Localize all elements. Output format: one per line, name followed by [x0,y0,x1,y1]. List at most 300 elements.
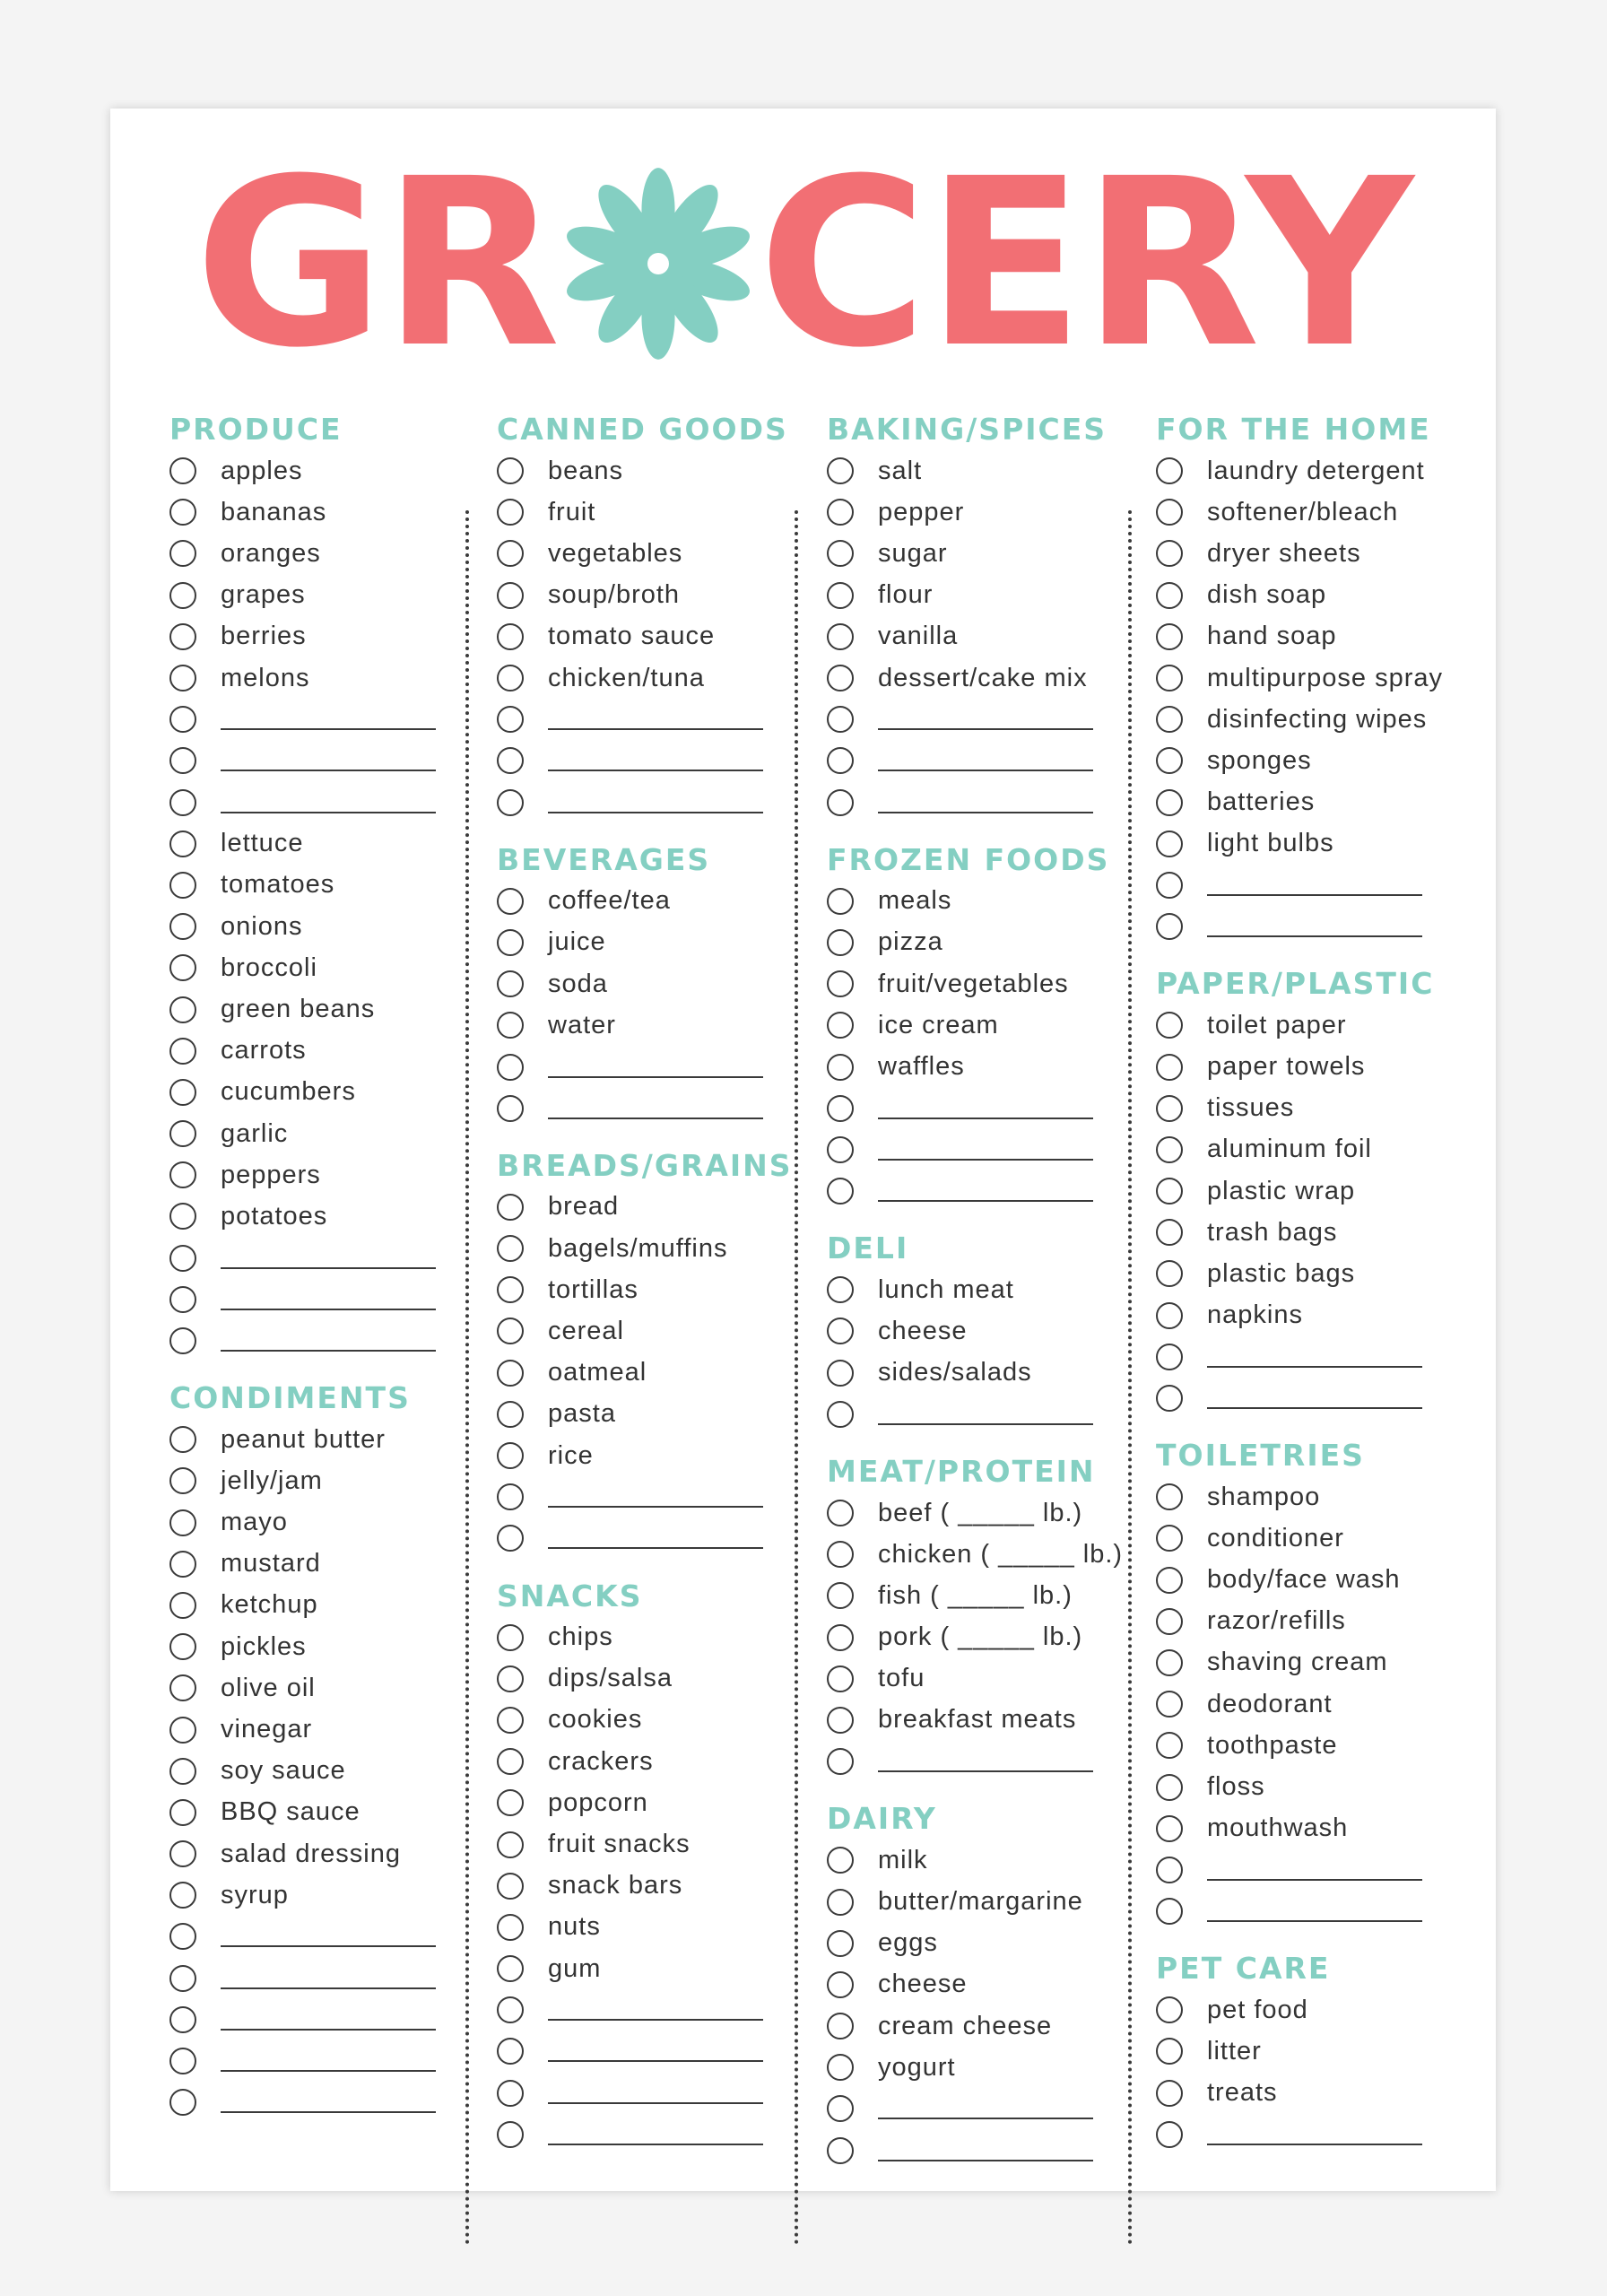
section-title-condiments: CONDIMENTS [169,1380,411,1416]
list-item [169,1502,436,1544]
checkbox-circle[interactable] [497,1194,524,1221]
list-item [827,1534,1123,1575]
checkbox-circle[interactable] [1156,1095,1183,1122]
checkbox-circle[interactable] [827,1401,854,1428]
list-item [827,1088,1123,1129]
list-item [1156,1046,1443,1087]
list-item [1156,1989,1443,2031]
checkbox-circle[interactable] [827,1318,854,1344]
checkbox-circle[interactable] [827,747,854,774]
checkbox-circle[interactable] [1156,1302,1183,1329]
checkbox-circle[interactable] [827,1748,854,1775]
checkbox-circle[interactable] [827,1707,854,1734]
checkbox-circle[interactable] [1156,1385,1183,1412]
checkbox-circle[interactable] [827,1054,854,1081]
item-label: chicken ( _____ lb.) [878,1539,1124,1569]
item-label: crackers [548,1746,654,1776]
checkbox-circle[interactable] [169,1758,196,1785]
item-label: mouthwash [1207,1813,1349,1843]
checklist [1156,1004,1443,1419]
checkbox-circle[interactable] [1156,1260,1183,1287]
list-item [1156,1808,1443,1849]
item-label: cheese [878,1970,968,1999]
blank-write-in-line[interactable] [548,1098,763,1119]
column-divider [465,510,469,2246]
item-label: lettuce [221,829,304,858]
list-item [1156,657,1443,699]
list-item [1156,2073,1443,2114]
checkbox-circle[interactable] [169,1799,196,1826]
checkbox-circle[interactable] [169,2089,196,2116]
blank-write-in-line[interactable] [1207,1346,1422,1368]
checkbox-circle[interactable] [827,1541,854,1568]
item-label: floss [1207,1772,1265,1802]
list-item [827,1269,1123,1310]
blank-write-in-line[interactable] [221,1248,436,1269]
checkbox-circle[interactable] [169,2048,196,2074]
checkbox-circle[interactable] [169,1551,196,1578]
checkbox-circle[interactable] [497,1483,524,1510]
checkbox-circle[interactable] [497,499,524,526]
checkbox-circle[interactable] [827,706,854,733]
blank-write-in-line[interactable] [221,1330,436,1352]
item-label: dips/salsa [548,1664,673,1693]
list-item [169,1999,436,2040]
checkbox-circle[interactable] [1156,2080,1183,2107]
blank-write-in-line[interactable] [548,1999,763,2021]
checkbox-circle[interactable] [827,623,854,650]
checkbox-circle[interactable] [827,970,854,997]
blank-write-in-line[interactable] [878,1404,1093,1425]
checkbox-circle[interactable] [1156,1857,1183,1883]
checkbox-circle[interactable] [1156,623,1183,650]
list-item [169,1585,436,1626]
list-item [497,1948,793,1989]
checkbox-circle[interactable] [1156,872,1183,899]
item-label: eggs [878,1928,938,1958]
checkbox-circle[interactable] [1156,2038,1183,2065]
list-item [827,1881,1123,1922]
list-item [169,823,436,865]
list-item [1156,906,1443,947]
checkbox-circle[interactable] [497,1955,524,1982]
item-label: tofu [878,1664,925,1693]
checkbox-circle[interactable] [497,623,524,650]
list-item [827,1617,1123,1658]
checkbox-circle[interactable] [827,1012,854,1039]
checklist [1156,1476,1443,1932]
blank-write-in-line[interactable] [878,1139,1093,1161]
item-label: waffles [878,1052,965,1082]
checkbox-circle[interactable] [497,706,524,733]
checkbox-circle[interactable] [1156,1344,1183,1370]
list-item [169,1916,436,1957]
checkbox-circle[interactable] [169,540,196,567]
checkbox-circle[interactable] [169,1120,196,1147]
item-label: salad dressing [221,1839,401,1868]
checkbox-circle[interactable] [1156,1815,1183,1842]
checkbox-circle[interactable] [169,1674,196,1701]
item-label: pork ( _____ lb.) [878,1622,1083,1652]
checkbox-circle[interactable] [827,1971,854,1998]
checkbox-circle[interactable] [827,1500,854,1526]
checkbox-circle[interactable] [497,1914,524,1941]
checkbox-circle[interactable] [169,1592,196,1619]
blank-write-in-line[interactable] [221,1968,436,1989]
checkbox-circle[interactable] [1156,747,1183,774]
checkbox-circle[interactable] [1156,1608,1183,1635]
list-item [497,1782,793,1823]
checkbox-circle[interactable] [827,929,854,956]
item-label: tomatoes [221,870,335,900]
item-label: meals [878,886,952,916]
checkbox-circle[interactable] [827,2137,854,2164]
checkbox-circle[interactable] [1156,1219,1183,1246]
item-label: garlic [221,1118,289,1148]
checkbox-circle[interactable] [497,2121,524,2148]
checkbox-circle[interactable] [827,888,854,915]
checkbox-circle[interactable] [497,929,524,956]
checkbox-circle[interactable] [1156,457,1183,484]
blank-write-in-line[interactable] [1207,916,1422,937]
blank-write-in-line[interactable] [1207,1900,1422,1922]
list-item [497,1741,793,1782]
list-item [169,1320,436,1361]
checkbox-circle[interactable] [497,1095,524,1122]
list-item [497,1004,793,1046]
checkbox-circle[interactable] [827,499,854,526]
blank-write-in-line[interactable] [878,1751,1093,1772]
checkbox-circle[interactable] [827,1582,854,1609]
checkbox-circle[interactable] [497,1789,524,1816]
checkbox-circle[interactable] [497,1624,524,1651]
checkbox-circle[interactable] [827,540,854,567]
list-item [1156,1378,1443,1419]
list-item [497,1088,793,1129]
item-label: batteries [1207,787,1316,817]
list-item [497,782,793,823]
checkbox-circle[interactable] [169,1327,196,1354]
checkbox-circle[interactable] [497,789,524,816]
item-label: chicken/tuna [548,663,705,692]
blank-write-in-line[interactable] [1207,1859,1422,1881]
checkbox-circle[interactable] [169,1840,196,1867]
checkbox-circle[interactable] [169,1923,196,1950]
checkbox-circle[interactable] [169,831,196,857]
blank-write-in-line[interactable] [548,1486,763,1508]
checkbox-circle[interactable] [1156,1898,1183,1925]
checkbox-circle[interactable] [169,1965,196,1992]
checkbox-circle[interactable] [1156,2121,1183,2148]
checkbox-circle[interactable] [497,540,524,567]
list-item [1156,616,1443,657]
checkbox-circle[interactable] [1156,789,1183,816]
list-item [1156,1476,1443,1518]
checkbox-circle[interactable] [169,499,196,526]
checkbox-circle[interactable] [827,665,854,691]
checkbox-circle[interactable] [169,872,196,899]
blank-write-in-line[interactable] [221,2009,436,2031]
blank-write-in-line[interactable] [221,709,436,730]
list-item [1156,1336,1443,1378]
checkbox-circle[interactable] [827,2013,854,2039]
checkbox-circle[interactable] [497,2038,524,2065]
checkbox-circle[interactable] [827,1889,854,1916]
checkbox-circle[interactable] [169,1717,196,1744]
item-label: tissues [1207,1093,1295,1123]
checkbox-circle[interactable] [1156,1136,1183,1163]
blank-write-in-line[interactable] [221,750,436,771]
item-label: jelly/jam [221,1465,323,1495]
list-item [169,1833,436,1874]
checkbox-circle[interactable] [497,1873,524,1900]
blank-write-in-line[interactable] [878,2140,1093,2161]
checkbox-circle[interactable] [1156,913,1183,940]
section-title-for-the-home: FOR THE HOME [1156,412,1431,447]
list-item [1156,865,1443,906]
checkbox-circle[interactable] [1156,831,1183,857]
checkbox-circle[interactable] [169,1286,196,1313]
checkbox-circle[interactable] [1156,706,1183,733]
item-label: rice [548,1440,594,1470]
checkbox-circle[interactable] [169,706,196,733]
blank-write-in-line[interactable] [548,1527,763,1549]
list-item [1156,782,1443,823]
checkbox-circle[interactable] [497,888,524,915]
checkbox-circle[interactable] [169,1203,196,1230]
checkbox-circle[interactable] [169,1426,196,1453]
list-item [827,1129,1123,1170]
checkbox-circle[interactable] [169,665,196,691]
checkbox-circle[interactable] [497,1318,524,1344]
item-label: multipurpose spray [1207,663,1443,692]
item-label: snack bars [548,1871,683,1900]
blank-write-in-line[interactable] [878,792,1093,813]
item-label: disinfecting wipes [1207,704,1428,734]
list-item [497,1823,793,1865]
blank-write-in-line[interactable] [548,2083,763,2104]
list-item [827,1492,1123,1534]
checkbox-circle[interactable] [827,582,854,609]
checkbox-circle[interactable] [827,1276,854,1303]
checkbox-circle[interactable] [497,1442,524,1469]
section-spacer [827,1435,1123,1451]
item-label: onions [221,911,303,941]
checkbox-circle[interactable] [1156,1012,1183,1039]
checkbox-circle[interactable] [1156,1525,1183,1552]
list-item [827,1352,1123,1394]
item-label: chips [548,1622,613,1652]
list-item [169,616,436,657]
checkbox-circle[interactable] [1156,1649,1183,1676]
list-item [827,922,1123,963]
checkbox-circle[interactable] [497,1012,524,1039]
checkbox-circle[interactable] [497,2080,524,2107]
list-item [1156,1004,1443,1046]
item-label: dryer sheets [1207,538,1361,568]
checkbox-circle[interactable] [827,1136,854,1163]
checkbox-circle[interactable] [497,1401,524,1428]
list-item [169,2040,436,2082]
checkbox-circle[interactable] [169,1509,196,1536]
blank-write-in-line[interactable] [221,792,436,813]
checkbox-circle[interactable] [497,1996,524,2023]
checkbox-circle[interactable] [169,582,196,609]
checkbox-circle[interactable] [169,1467,196,1494]
blank-write-in-line[interactable] [1207,2124,1422,2145]
item-label: oatmeal [548,1358,647,1387]
checkbox-circle[interactable] [1156,665,1183,691]
blank-write-in-line[interactable] [1207,874,1422,896]
checkbox-circle[interactable] [1156,1996,1183,2023]
list-item [497,922,793,963]
list-item [827,782,1123,823]
list-item [169,782,436,823]
checkbox-circle[interactable] [1156,1054,1183,1081]
item-label: plastic wrap [1207,1176,1356,1205]
checkbox-circle[interactable] [169,954,196,981]
item-label: tortillas [548,1274,638,1304]
list-item [169,657,436,699]
blank-write-in-line[interactable] [878,750,1093,771]
checkbox-circle[interactable] [169,789,196,816]
checkbox-circle[interactable] [827,1930,854,1957]
item-label: hand soap [1207,622,1337,651]
item-label: melons [221,663,310,692]
list-item [169,1113,436,1154]
checkbox-circle[interactable] [497,582,524,609]
checkbox-circle[interactable] [1156,540,1183,567]
list-item [497,1269,793,1310]
item-label: razor/refills [1207,1606,1346,1636]
list-item [1156,740,1443,781]
checkbox-circle[interactable] [1156,499,1183,526]
checkbox-circle[interactable] [827,1095,854,1122]
blank-write-in-line[interactable] [878,709,1093,730]
list-item [169,1031,436,1072]
checkbox-circle[interactable] [1156,1483,1183,1510]
checkbox-circle[interactable] [497,1054,524,1081]
checkbox-circle[interactable] [169,457,196,484]
checkbox-circle[interactable] [497,970,524,997]
item-label: popcorn [548,1787,648,1817]
checkbox-circle[interactable] [169,1882,196,1909]
list-item [497,2031,793,2072]
checkbox-circle[interactable] [827,457,854,484]
list-item [827,450,1123,491]
checkbox-circle[interactable] [1156,582,1183,609]
checkbox-circle[interactable] [497,1235,524,1262]
checkbox-circle[interactable] [497,1748,524,1775]
checkbox-circle[interactable] [169,996,196,1023]
list-item [497,699,793,740]
blank-write-in-line[interactable] [548,2124,763,2145]
item-label: plastic bags [1207,1258,1356,1288]
checkbox-circle[interactable] [169,623,196,650]
list-item [827,1741,1123,1782]
list-item [169,1874,436,1916]
checkbox-circle[interactable] [497,1525,524,1552]
item-label: green beans [221,995,376,1024]
item-label: toothpaste [1207,1730,1338,1760]
blank-write-in-line[interactable] [878,1180,1093,1202]
checkbox-circle[interactable] [827,1847,854,1874]
list-item [827,963,1123,1004]
checkbox-circle[interactable] [827,1624,854,1651]
checkbox-circle[interactable] [169,1079,196,1106]
checkbox-circle[interactable] [497,1665,524,1692]
list-item [827,1700,1123,1741]
list-item [827,1839,1123,1881]
checkbox-circle[interactable] [169,1038,196,1065]
checkbox-circle[interactable] [169,1245,196,1272]
blank-write-in-line[interactable] [548,1057,763,1078]
blank-write-in-line[interactable] [548,2040,763,2062]
blank-write-in-line[interactable] [548,792,763,813]
checkbox-circle[interactable] [1156,1178,1183,1205]
checkbox-circle[interactable] [497,747,524,774]
checkbox-circle[interactable] [827,789,854,816]
blank-write-in-line[interactable] [548,750,763,771]
checkbox-circle[interactable] [827,1178,854,1205]
list-item [1156,1518,1443,1559]
blank-write-in-line[interactable] [878,1098,1093,1119]
blank-write-in-line[interactable] [878,2098,1093,2119]
checkbox-circle[interactable] [1156,1732,1183,1759]
checkbox-circle[interactable] [1156,1567,1183,1594]
checkbox-circle[interactable] [497,1360,524,1387]
blank-write-in-line[interactable] [1207,1387,1422,1409]
checklist [827,1492,1123,1782]
blank-write-in-line[interactable] [548,709,763,730]
checklist [497,1617,793,2155]
checkbox-circle[interactable] [169,1161,196,1188]
checkbox-circle[interactable] [169,747,196,774]
blank-write-in-line[interactable] [221,2050,436,2072]
blank-write-in-line[interactable] [221,1289,436,1310]
list-item [169,1072,436,1113]
checkbox-circle[interactable] [497,1276,524,1303]
checkbox-circle[interactable] [827,2054,854,2081]
blank-write-in-line[interactable] [221,1926,436,1947]
list-item [1156,1766,1443,1807]
section-spacer [1156,947,1443,963]
checklist [497,450,793,823]
section-spacer [497,1129,793,1145]
checkbox-circle[interactable] [1156,1691,1183,1718]
checkbox-circle[interactable] [827,2095,854,2122]
item-label: treats [1207,2078,1278,2108]
item-label: pet food [1207,1995,1308,2024]
item-label: shampoo [1207,1482,1321,1511]
checkbox-circle[interactable] [169,1633,196,1660]
checkbox-circle[interactable] [827,1360,854,1387]
blank-write-in-line[interactable] [221,2092,436,2113]
item-label: body/face wash [1207,1565,1401,1595]
checkbox-circle[interactable] [1156,1774,1183,1801]
list-item [1156,450,1443,491]
checkbox-circle[interactable] [827,1665,854,1692]
checkbox-circle[interactable] [169,913,196,940]
section-spacer [827,823,1123,839]
checkbox-circle[interactable] [169,2006,196,2033]
list-item [827,1004,1123,1046]
checkbox-circle[interactable] [497,457,524,484]
list-item [1156,1560,1443,1601]
checkbox-circle[interactable] [497,1707,524,1734]
checkbox-circle[interactable] [497,665,524,691]
checkbox-circle[interactable] [497,1831,524,1858]
